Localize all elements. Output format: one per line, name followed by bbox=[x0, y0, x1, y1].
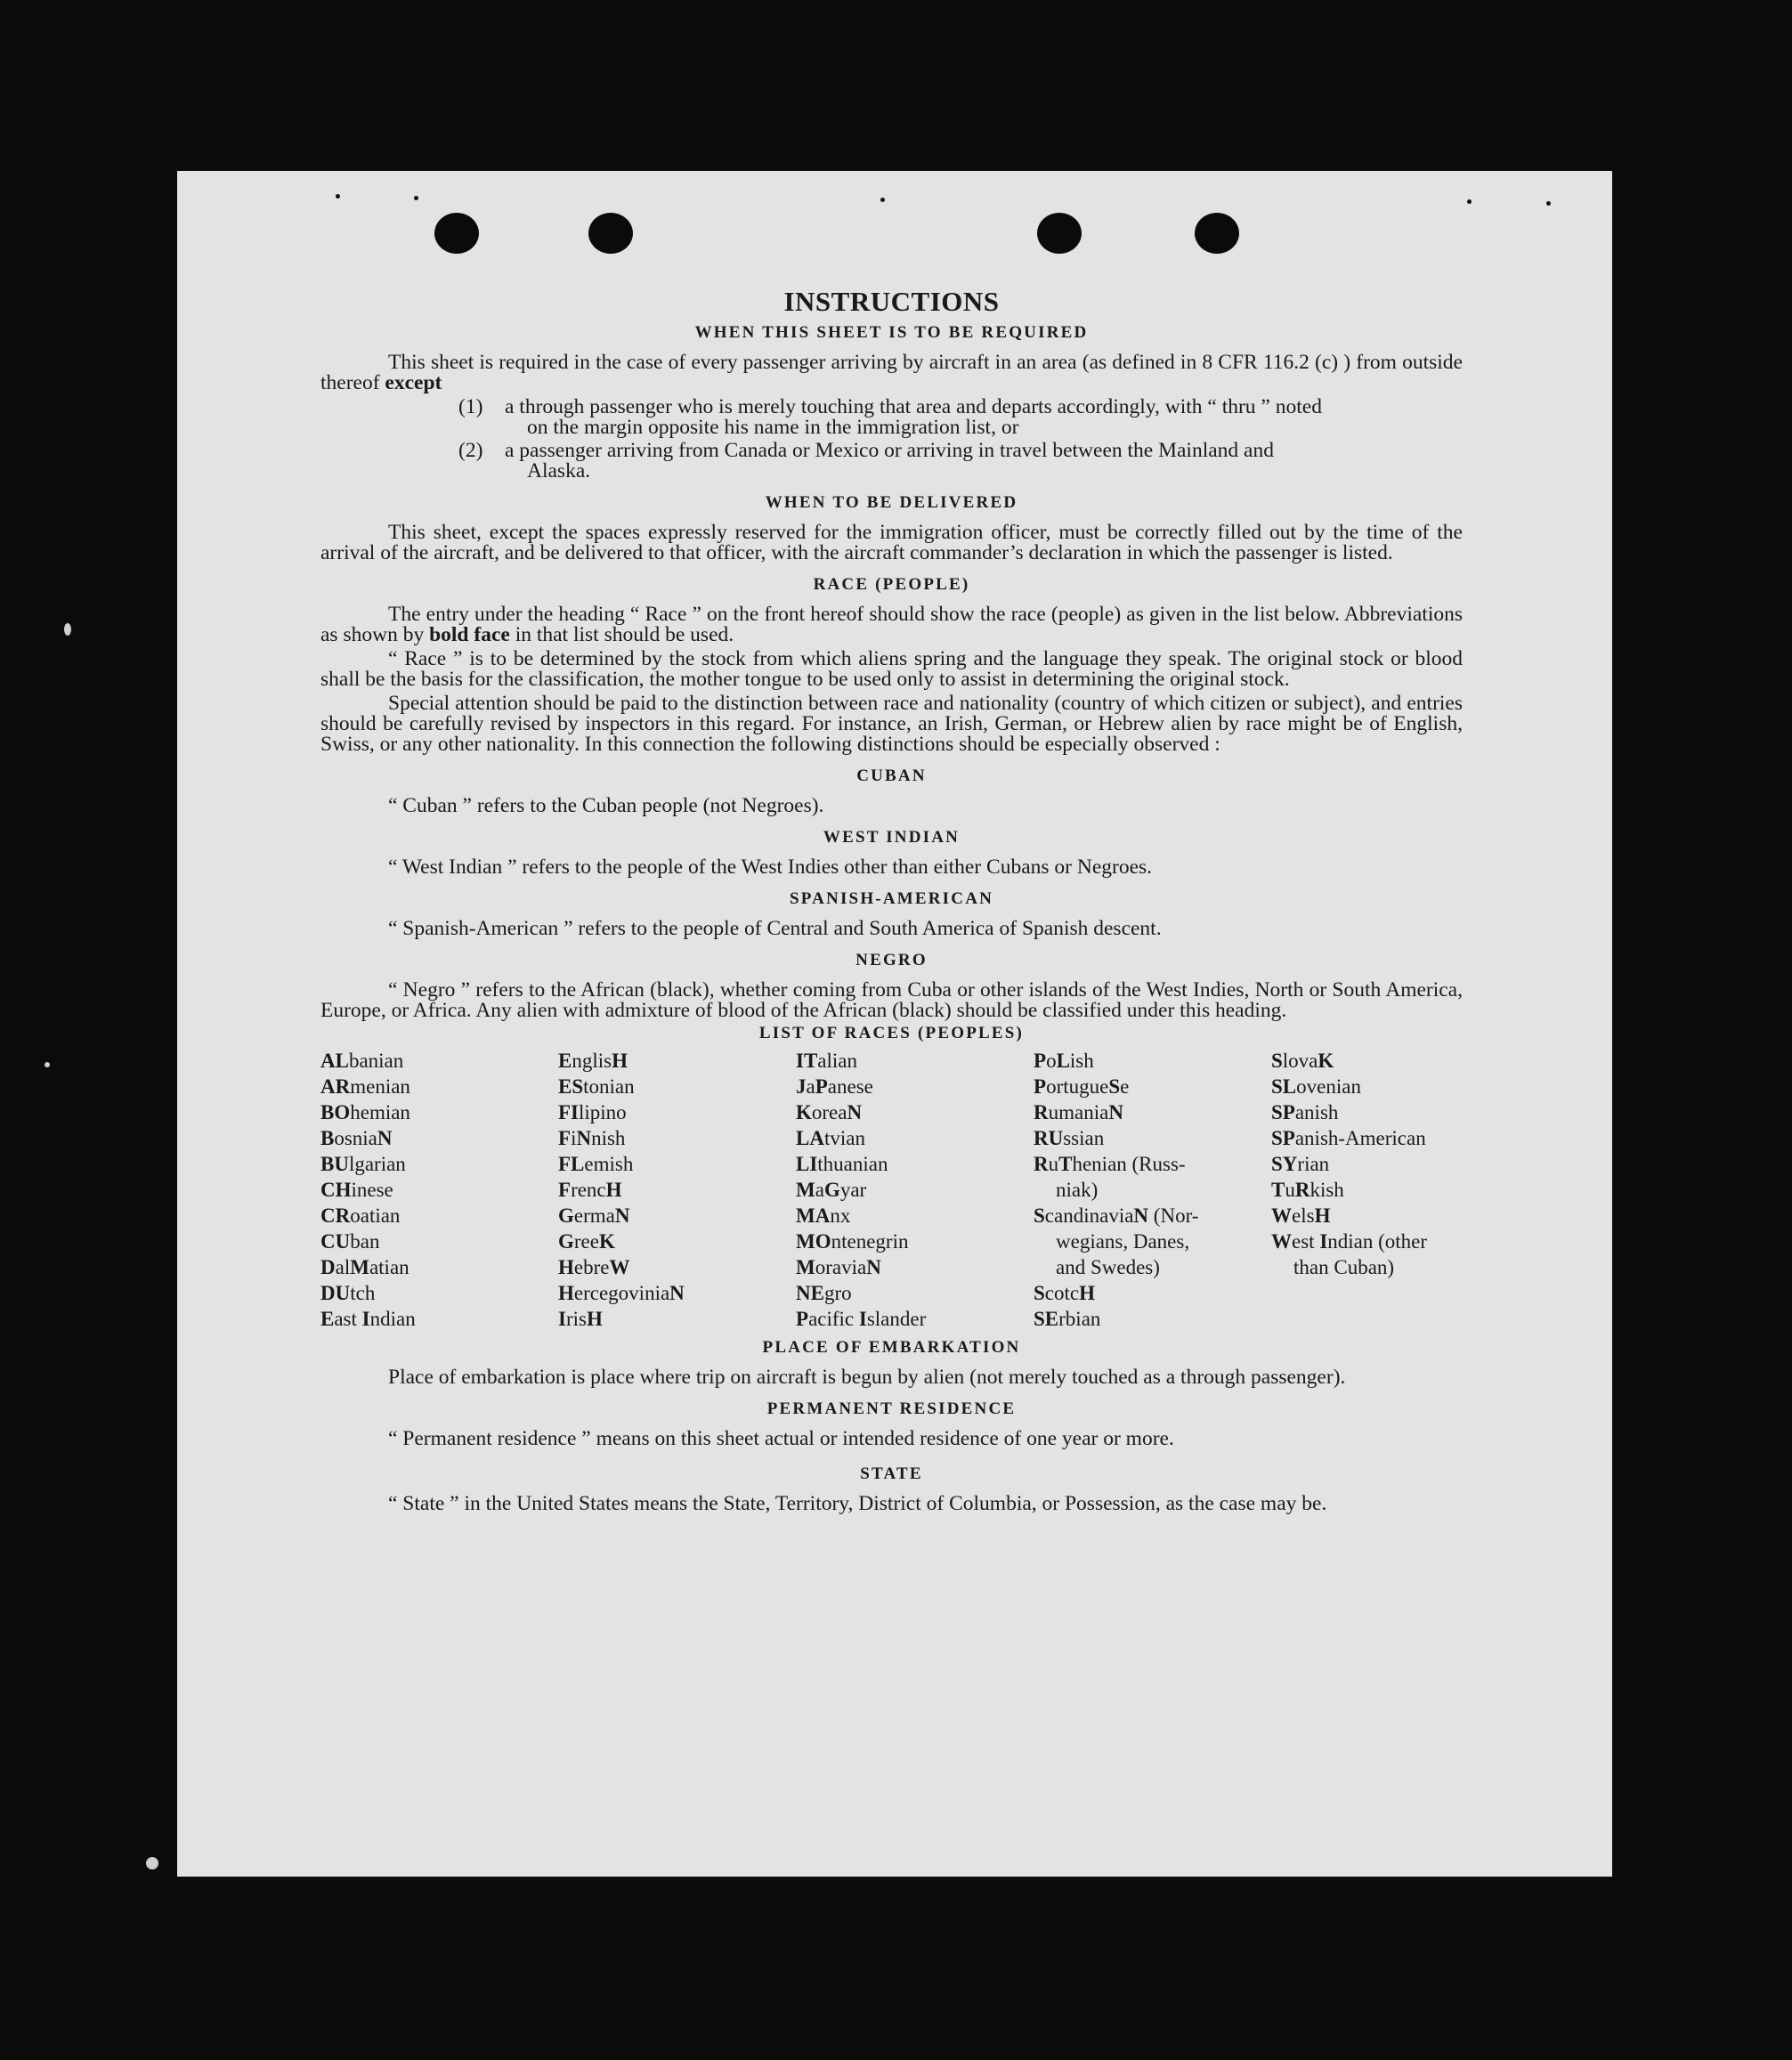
punch-hole bbox=[1195, 213, 1239, 254]
item-line: Alaska. bbox=[527, 459, 591, 483]
race-entry bbox=[558, 1280, 796, 1306]
race-text: tch bbox=[350, 1282, 376, 1304]
race-entry bbox=[558, 1074, 796, 1099]
heading-west-indian: WEST INDIAN bbox=[823, 828, 961, 847]
race-text: (Nor- bbox=[1148, 1204, 1199, 1227]
paragraph-west-indian: “ West Indian ” refers to the people of the West Indies other than either Cubans or Negroes. bbox=[388, 856, 1153, 879]
race-entry bbox=[320, 1177, 558, 1203]
race-abbrev: IT bbox=[796, 1050, 818, 1072]
race-abbrev: E bbox=[558, 1050, 572, 1072]
race-entry bbox=[558, 1125, 796, 1151]
race-text: rbian bbox=[1058, 1308, 1101, 1330]
race-abbrev: M bbox=[796, 1256, 815, 1278]
race-abbrev: SY bbox=[1271, 1153, 1298, 1175]
heading-race: RACE (PEOPLE) bbox=[813, 575, 970, 594]
race-entry bbox=[558, 1229, 796, 1254]
scan-speck bbox=[146, 1857, 158, 1869]
race-text: a bbox=[815, 1179, 824, 1201]
race-entry bbox=[320, 1048, 558, 1074]
race-text: nish bbox=[591, 1127, 626, 1149]
race-entry bbox=[558, 1306, 796, 1332]
scan-dot bbox=[880, 198, 885, 202]
race-abbrev: H bbox=[558, 1282, 574, 1304]
race-entry bbox=[320, 1306, 558, 1332]
race-text: anese bbox=[827, 1075, 873, 1098]
paragraph-race-3: Special attention should be paid to the distinction between race and nationality (country of which citizen or subject), and entries should be carefully revised by inspectors in this regard. For instance, an Irish, German, or Hebrew alien by race might be of English, Swiss, or any other nationality. In this connection the following distinctions should be especially observed : bbox=[320, 692, 1463, 756]
race-abbrev: H bbox=[558, 1256, 574, 1278]
race-text: ast bbox=[334, 1308, 362, 1330]
race-text: wegians, Danes, bbox=[1056, 1230, 1190, 1253]
race-entry bbox=[558, 1177, 796, 1203]
race-entry bbox=[1034, 1074, 1271, 1099]
race-abbrev: H bbox=[586, 1308, 603, 1330]
race-abbrev: FL bbox=[558, 1153, 585, 1175]
race-text: umania bbox=[1048, 1101, 1109, 1123]
paragraph-text: in that list should be used. bbox=[515, 623, 734, 646]
race-entry bbox=[1034, 1306, 1271, 1332]
race-abbrev: H bbox=[1314, 1204, 1331, 1227]
paragraph-text: This sheet is required in the case of every passenger arriving by aircraft in an area (as defined in 8 CFR 116.2 (c) ) from outside thereof bbox=[320, 351, 1463, 394]
race-abbrev: RU bbox=[1034, 1127, 1064, 1149]
race-text: est bbox=[1292, 1230, 1320, 1253]
race-entry bbox=[558, 1203, 796, 1229]
race-text: rian bbox=[1297, 1153, 1330, 1175]
punch-hole bbox=[588, 213, 633, 254]
race-text: menian bbox=[350, 1075, 410, 1098]
race-text: anish bbox=[1294, 1101, 1339, 1123]
race-abbrev: CR bbox=[320, 1204, 351, 1227]
race-text: gro bbox=[823, 1282, 852, 1304]
race-abbrev: P bbox=[815, 1075, 828, 1098]
race-abbrev: LI bbox=[796, 1153, 818, 1175]
race-entry bbox=[796, 1254, 1034, 1280]
paragraph-when-delivered: This sheet, except the spaces expressly reserved for the immigration officer, must be correctly filled out by the time of the arrival of the aircraft, and be delivered to that officer, with the aircraft commander’s declaration in which the passenger is listed. bbox=[320, 521, 1463, 564]
race-entry bbox=[1271, 1125, 1463, 1151]
race-text: ssian bbox=[1063, 1127, 1105, 1149]
race-text: ebre bbox=[573, 1256, 610, 1278]
race-abbrev: BO bbox=[320, 1101, 351, 1123]
race-text: lova bbox=[1282, 1050, 1318, 1072]
race-abbrev: SE bbox=[1034, 1308, 1059, 1330]
scan-speck bbox=[45, 1062, 50, 1067]
race-text: alian bbox=[817, 1050, 857, 1072]
scan-dot bbox=[336, 194, 340, 199]
race-text: ercegovinia bbox=[573, 1282, 670, 1304]
race-text: u bbox=[1285, 1179, 1295, 1201]
race-text: and Swedes) bbox=[1056, 1256, 1160, 1278]
race-text: yar bbox=[839, 1179, 867, 1201]
race-abbrev: B bbox=[320, 1127, 335, 1149]
race-abbrev: DU bbox=[320, 1282, 351, 1304]
item-number: (2) bbox=[458, 439, 483, 462]
heading-list-of-races: LIST OF RACES (PEOPLES) bbox=[758, 1024, 1025, 1042]
race-text: i bbox=[571, 1127, 577, 1149]
race-text: acific bbox=[808, 1308, 859, 1330]
race-entry bbox=[796, 1048, 1034, 1074]
race-text: renc bbox=[571, 1179, 606, 1201]
race-entry bbox=[796, 1306, 1034, 1332]
race-column bbox=[1271, 1048, 1463, 1332]
race-entry bbox=[1271, 1074, 1463, 1099]
race-entry bbox=[1034, 1203, 1271, 1280]
race-abbrev: NE bbox=[796, 1282, 824, 1304]
race-abbrev: F bbox=[558, 1127, 572, 1149]
race-entry bbox=[796, 1203, 1034, 1229]
race-entry bbox=[1271, 1048, 1463, 1074]
race-abbrev: L bbox=[1056, 1050, 1070, 1072]
paragraph-residence: “ Permanent residence ” means on this sheet actual or intended residence of one year or more. bbox=[388, 1427, 1174, 1450]
race-text: al bbox=[335, 1256, 351, 1278]
race-abbrev: MO bbox=[796, 1230, 831, 1253]
race-abbrev: CH bbox=[320, 1179, 352, 1201]
race-column bbox=[320, 1048, 558, 1332]
race-entry bbox=[320, 1151, 558, 1177]
race-text: ndian (other bbox=[1327, 1230, 1428, 1253]
race-abbrev: T bbox=[1058, 1153, 1073, 1175]
list-item bbox=[458, 397, 1463, 438]
paragraph-spanish-american: “ Spanish-American ” refers to the people of Central and South America of Spanish descent. bbox=[388, 917, 1162, 940]
heading-spanish-american: SPANISH-AMERICAN bbox=[789, 889, 994, 908]
race-column bbox=[558, 1048, 796, 1332]
race-text: lipino bbox=[579, 1101, 627, 1123]
race-text: thuanian bbox=[817, 1153, 888, 1175]
race-abbrev: W bbox=[1271, 1230, 1292, 1253]
race-column bbox=[796, 1048, 1034, 1332]
race-text: candinavia bbox=[1044, 1204, 1134, 1227]
race-abbrev: SP bbox=[1271, 1127, 1295, 1149]
race-entry bbox=[320, 1254, 558, 1280]
race-text: oravia bbox=[815, 1256, 867, 1278]
race-entry bbox=[1034, 1280, 1271, 1306]
race-entry bbox=[1034, 1048, 1271, 1074]
scan-speck bbox=[64, 623, 71, 636]
race-entry bbox=[796, 1280, 1034, 1306]
paragraph-text: The entry under the heading “ Race ” on the front hereof should show the race (people) as given in the list below. Abbreviations as shown by bbox=[320, 603, 1463, 646]
race-entry bbox=[558, 1099, 796, 1125]
race-text: than Cuban) bbox=[1293, 1256, 1395, 1278]
heading-residence: PERMANENT RESIDENCE bbox=[766, 1399, 1017, 1418]
race-entry bbox=[796, 1151, 1034, 1177]
race-abbrev: N bbox=[614, 1204, 630, 1227]
race-text: lgarian bbox=[348, 1153, 406, 1175]
race-text: nx bbox=[830, 1204, 851, 1227]
race-text: orea bbox=[811, 1101, 847, 1123]
race-abbrev: ES bbox=[558, 1075, 584, 1098]
race-abbrev: H bbox=[612, 1050, 628, 1072]
race-text: ortugue bbox=[1046, 1075, 1109, 1098]
race-entry bbox=[1034, 1125, 1271, 1151]
race-abbrev: R bbox=[1294, 1179, 1310, 1201]
paragraph-cuban: “ Cuban ” refers to the Cuban people (not Negroes). bbox=[388, 794, 824, 817]
race-abbrev: S bbox=[1108, 1075, 1121, 1098]
heading-state: STATE bbox=[860, 1464, 923, 1483]
race-text: u bbox=[1048, 1153, 1059, 1175]
heading-embarkation: PLACE OF EMBARKATION bbox=[762, 1338, 1021, 1357]
race-text: osnia bbox=[334, 1127, 377, 1149]
race-text: ndian bbox=[369, 1308, 416, 1330]
race-text: e bbox=[1120, 1075, 1130, 1098]
race-entry bbox=[320, 1280, 558, 1306]
race-text: slander bbox=[866, 1308, 927, 1330]
race-abbrev: P bbox=[1034, 1075, 1047, 1098]
race-abbrev: LA bbox=[796, 1127, 824, 1149]
race-abbrev: I bbox=[361, 1308, 370, 1330]
race-text: inese bbox=[351, 1179, 393, 1201]
race-abbrev: H bbox=[605, 1179, 622, 1201]
race-abbrev: J bbox=[796, 1075, 807, 1098]
race-abbrev: N bbox=[866, 1256, 881, 1278]
heading-cuban: CUBAN bbox=[856, 766, 927, 785]
race-list bbox=[320, 1048, 1463, 1332]
race-entry bbox=[796, 1074, 1034, 1099]
race-abbrev: I bbox=[558, 1308, 566, 1330]
race-text: henian (Russ- bbox=[1072, 1153, 1186, 1175]
item-line: a through passenger who is merely touching that area and departs accordingly, with “ thru ” noted bbox=[505, 395, 1322, 418]
race-abbrev: N bbox=[1133, 1204, 1149, 1227]
race-entry bbox=[1271, 1151, 1463, 1177]
race-abbrev: E bbox=[320, 1308, 335, 1330]
race-column bbox=[1034, 1048, 1271, 1332]
race-text: els bbox=[1292, 1204, 1315, 1227]
race-text: atian bbox=[369, 1256, 409, 1278]
item-text bbox=[505, 441, 1463, 482]
race-abbrev: F bbox=[558, 1179, 572, 1201]
race-abbrev: SP bbox=[1271, 1101, 1295, 1123]
race-abbrev: I bbox=[1319, 1230, 1328, 1253]
race-abbrev: N bbox=[669, 1282, 685, 1304]
race-entry bbox=[1271, 1229, 1463, 1280]
race-text: ree bbox=[573, 1230, 599, 1253]
scan-dot bbox=[1546, 201, 1551, 206]
race-entry bbox=[320, 1074, 558, 1099]
race-abbrev: AR bbox=[320, 1075, 351, 1098]
race-text: banian bbox=[348, 1050, 404, 1072]
race-entry bbox=[558, 1048, 796, 1074]
race-entry bbox=[320, 1099, 558, 1125]
race-entry bbox=[1271, 1099, 1463, 1125]
race-abbrev: K bbox=[598, 1230, 615, 1253]
race-abbrev: AL bbox=[320, 1050, 349, 1072]
scan-dot bbox=[414, 196, 418, 200]
race-text: erma bbox=[573, 1204, 615, 1227]
heading-when-delivered: WHEN TO BE DELIVERED bbox=[765, 493, 1018, 512]
race-text: cotc bbox=[1044, 1282, 1080, 1304]
race-text: ris bbox=[565, 1308, 587, 1330]
race-text: emish bbox=[584, 1153, 634, 1175]
race-text: ntenegrin bbox=[831, 1230, 909, 1253]
race-text: ban bbox=[350, 1230, 380, 1253]
race-abbrev: P bbox=[796, 1308, 809, 1330]
race-abbrev: R bbox=[1034, 1101, 1049, 1123]
bold-text: bold face bbox=[429, 623, 510, 646]
paragraph-negro: “ Negro ” refers to the African (black), whether coming from Cuba or other islands of the West Indies, North or South America, Europe, or Africa. Any alien with admixture of blood of the African (black) should be classified under this heading. bbox=[320, 978, 1463, 1022]
race-text: niak) bbox=[1056, 1179, 1099, 1201]
race-abbrev: N bbox=[847, 1101, 863, 1123]
punch-hole bbox=[1037, 213, 1082, 254]
race-text: ish bbox=[1069, 1050, 1094, 1072]
race-abbrev: N bbox=[1108, 1101, 1123, 1123]
heading-when-required: WHEN THIS SHEET IS TO BE REQUIRED bbox=[694, 323, 1089, 342]
race-abbrev: D bbox=[320, 1256, 336, 1278]
race-text: nglis bbox=[572, 1050, 612, 1072]
paragraph-race-1 bbox=[320, 604, 1463, 645]
race-entry bbox=[796, 1177, 1034, 1203]
item-number: (1) bbox=[458, 395, 483, 418]
race-entry bbox=[796, 1125, 1034, 1151]
race-entry bbox=[320, 1125, 558, 1151]
race-abbrev: M bbox=[350, 1256, 369, 1278]
race-abbrev: G bbox=[558, 1204, 574, 1227]
instructions-text bbox=[320, 287, 1463, 1518]
race-text: kish bbox=[1310, 1179, 1344, 1201]
race-text: ovenian bbox=[1296, 1075, 1361, 1098]
bold-text: except bbox=[385, 371, 442, 394]
list-item bbox=[458, 441, 1463, 482]
race-entry bbox=[1034, 1099, 1271, 1125]
race-abbrev: W bbox=[1271, 1204, 1292, 1227]
document-title: INSTRUCTIONS bbox=[783, 286, 1000, 317]
race-abbrev: CU bbox=[320, 1230, 351, 1253]
heading-negro: NEGRO bbox=[855, 951, 928, 969]
race-text: tvian bbox=[823, 1127, 865, 1149]
race-abbrev: S bbox=[1034, 1282, 1045, 1304]
race-abbrev: N bbox=[377, 1127, 393, 1149]
race-abbrev: N bbox=[576, 1127, 592, 1149]
race-entry bbox=[1271, 1203, 1463, 1229]
race-abbrev: K bbox=[1318, 1050, 1334, 1072]
item-line: on the margin opposite his name in the immigration list, or bbox=[527, 416, 1019, 439]
race-abbrev: G bbox=[558, 1230, 574, 1253]
race-abbrev: S bbox=[1271, 1050, 1283, 1072]
race-abbrev: I bbox=[858, 1308, 867, 1330]
scan-dot bbox=[1467, 199, 1472, 204]
race-text: anish-American bbox=[1294, 1127, 1426, 1149]
race-abbrev: W bbox=[609, 1256, 630, 1278]
race-abbrev: SL bbox=[1271, 1075, 1297, 1098]
race-entry bbox=[320, 1203, 558, 1229]
punch-hole bbox=[434, 213, 479, 254]
race-abbrev: H bbox=[1079, 1282, 1095, 1304]
paragraph-state: “ State ” in the United States means the State, Territory, District of Columbia, or Possession, as the case may be. bbox=[388, 1492, 1327, 1515]
race-abbrev: FI bbox=[558, 1101, 579, 1123]
race-entry bbox=[1034, 1151, 1271, 1203]
race-abbrev: K bbox=[796, 1101, 812, 1123]
race-entry bbox=[796, 1099, 1034, 1125]
race-abbrev: BU bbox=[320, 1153, 349, 1175]
race-entry bbox=[796, 1229, 1034, 1254]
race-abbrev: S bbox=[1034, 1204, 1045, 1227]
race-text: a bbox=[806, 1075, 815, 1098]
race-text: tonian bbox=[583, 1075, 635, 1098]
paragraph-race-2: “ Race ” is to be determined by the stock from which aliens spring and the language they speak. The original stock or blood shall be the basis for the classification, the mother tongue to be used only to assist in determining the original stock. bbox=[320, 647, 1463, 691]
race-entry bbox=[320, 1229, 558, 1254]
item-line: a passenger arriving from Canada or Mexico or arriving in travel between the Mainland and bbox=[505, 439, 1274, 462]
race-text: oatian bbox=[350, 1204, 401, 1227]
race-text: hemian bbox=[350, 1101, 410, 1123]
race-entry bbox=[558, 1254, 796, 1280]
race-text: o bbox=[1046, 1050, 1057, 1072]
race-entry bbox=[1271, 1177, 1463, 1203]
race-abbrev: G bbox=[823, 1179, 840, 1201]
race-abbrev: P bbox=[1034, 1050, 1047, 1072]
document-page bbox=[177, 171, 1612, 1877]
race-abbrev: M bbox=[796, 1179, 815, 1201]
paragraph-embarkation: Place of embarkation is place where trip on aircraft is begun by alien (not merely touched as a through passenger). bbox=[388, 1366, 1346, 1389]
race-abbrev: R bbox=[1034, 1153, 1049, 1175]
paragraph-when-required bbox=[320, 353, 1463, 393]
race-abbrev: MA bbox=[796, 1204, 831, 1227]
race-abbrev: T bbox=[1271, 1179, 1285, 1201]
race-entry bbox=[558, 1151, 796, 1177]
item-text bbox=[505, 397, 1463, 438]
